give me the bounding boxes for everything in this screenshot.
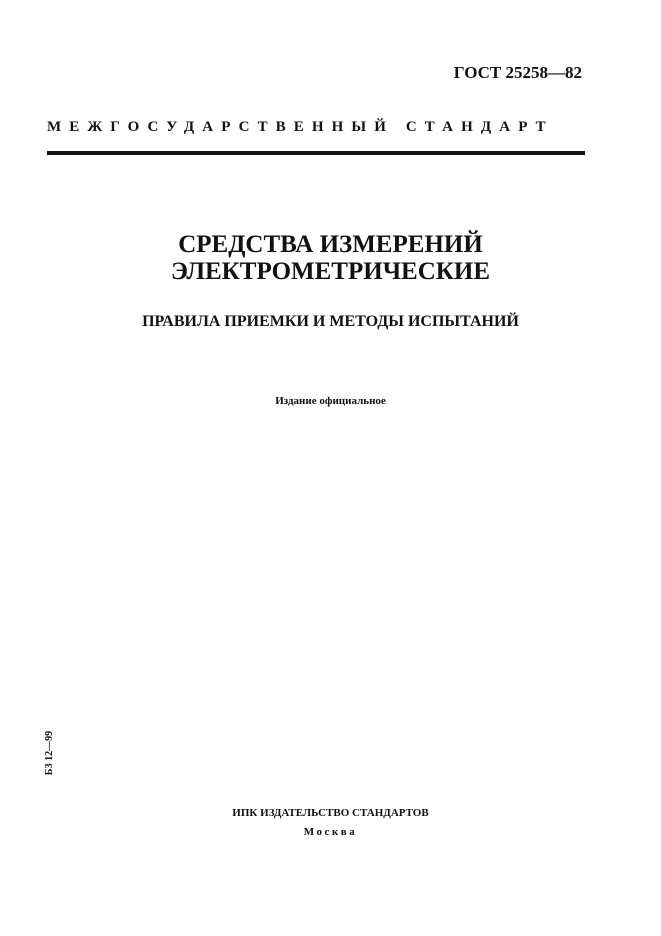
header-rule <box>47 151 585 155</box>
title-line-1: СРЕДСТВА ИЗМЕРЕНИЙ <box>178 231 483 258</box>
publisher: ИПК ИЗДАТЕЛЬСТВО СТАНДАРТОВ <box>232 807 429 819</box>
subtitle: ПРАВИЛА ПРИЕМКИ И МЕТОДЫ ИСПЫТАНИЙ <box>142 313 519 330</box>
edition-note: Издание официальное <box>275 395 386 407</box>
document-number: ГОСТ 25258—82 <box>453 63 582 82</box>
standard-type-heading: МЕЖГОСУДАРСТВЕННЫЙ СТАНДАРТ <box>47 119 554 135</box>
title-line-2: ЭЛЕКТРОМЕТРИЧЕСКИЕ <box>170 258 491 285</box>
publisher-city: Москва <box>303 826 358 838</box>
margin-code: БЗ 12—99 <box>44 730 55 776</box>
